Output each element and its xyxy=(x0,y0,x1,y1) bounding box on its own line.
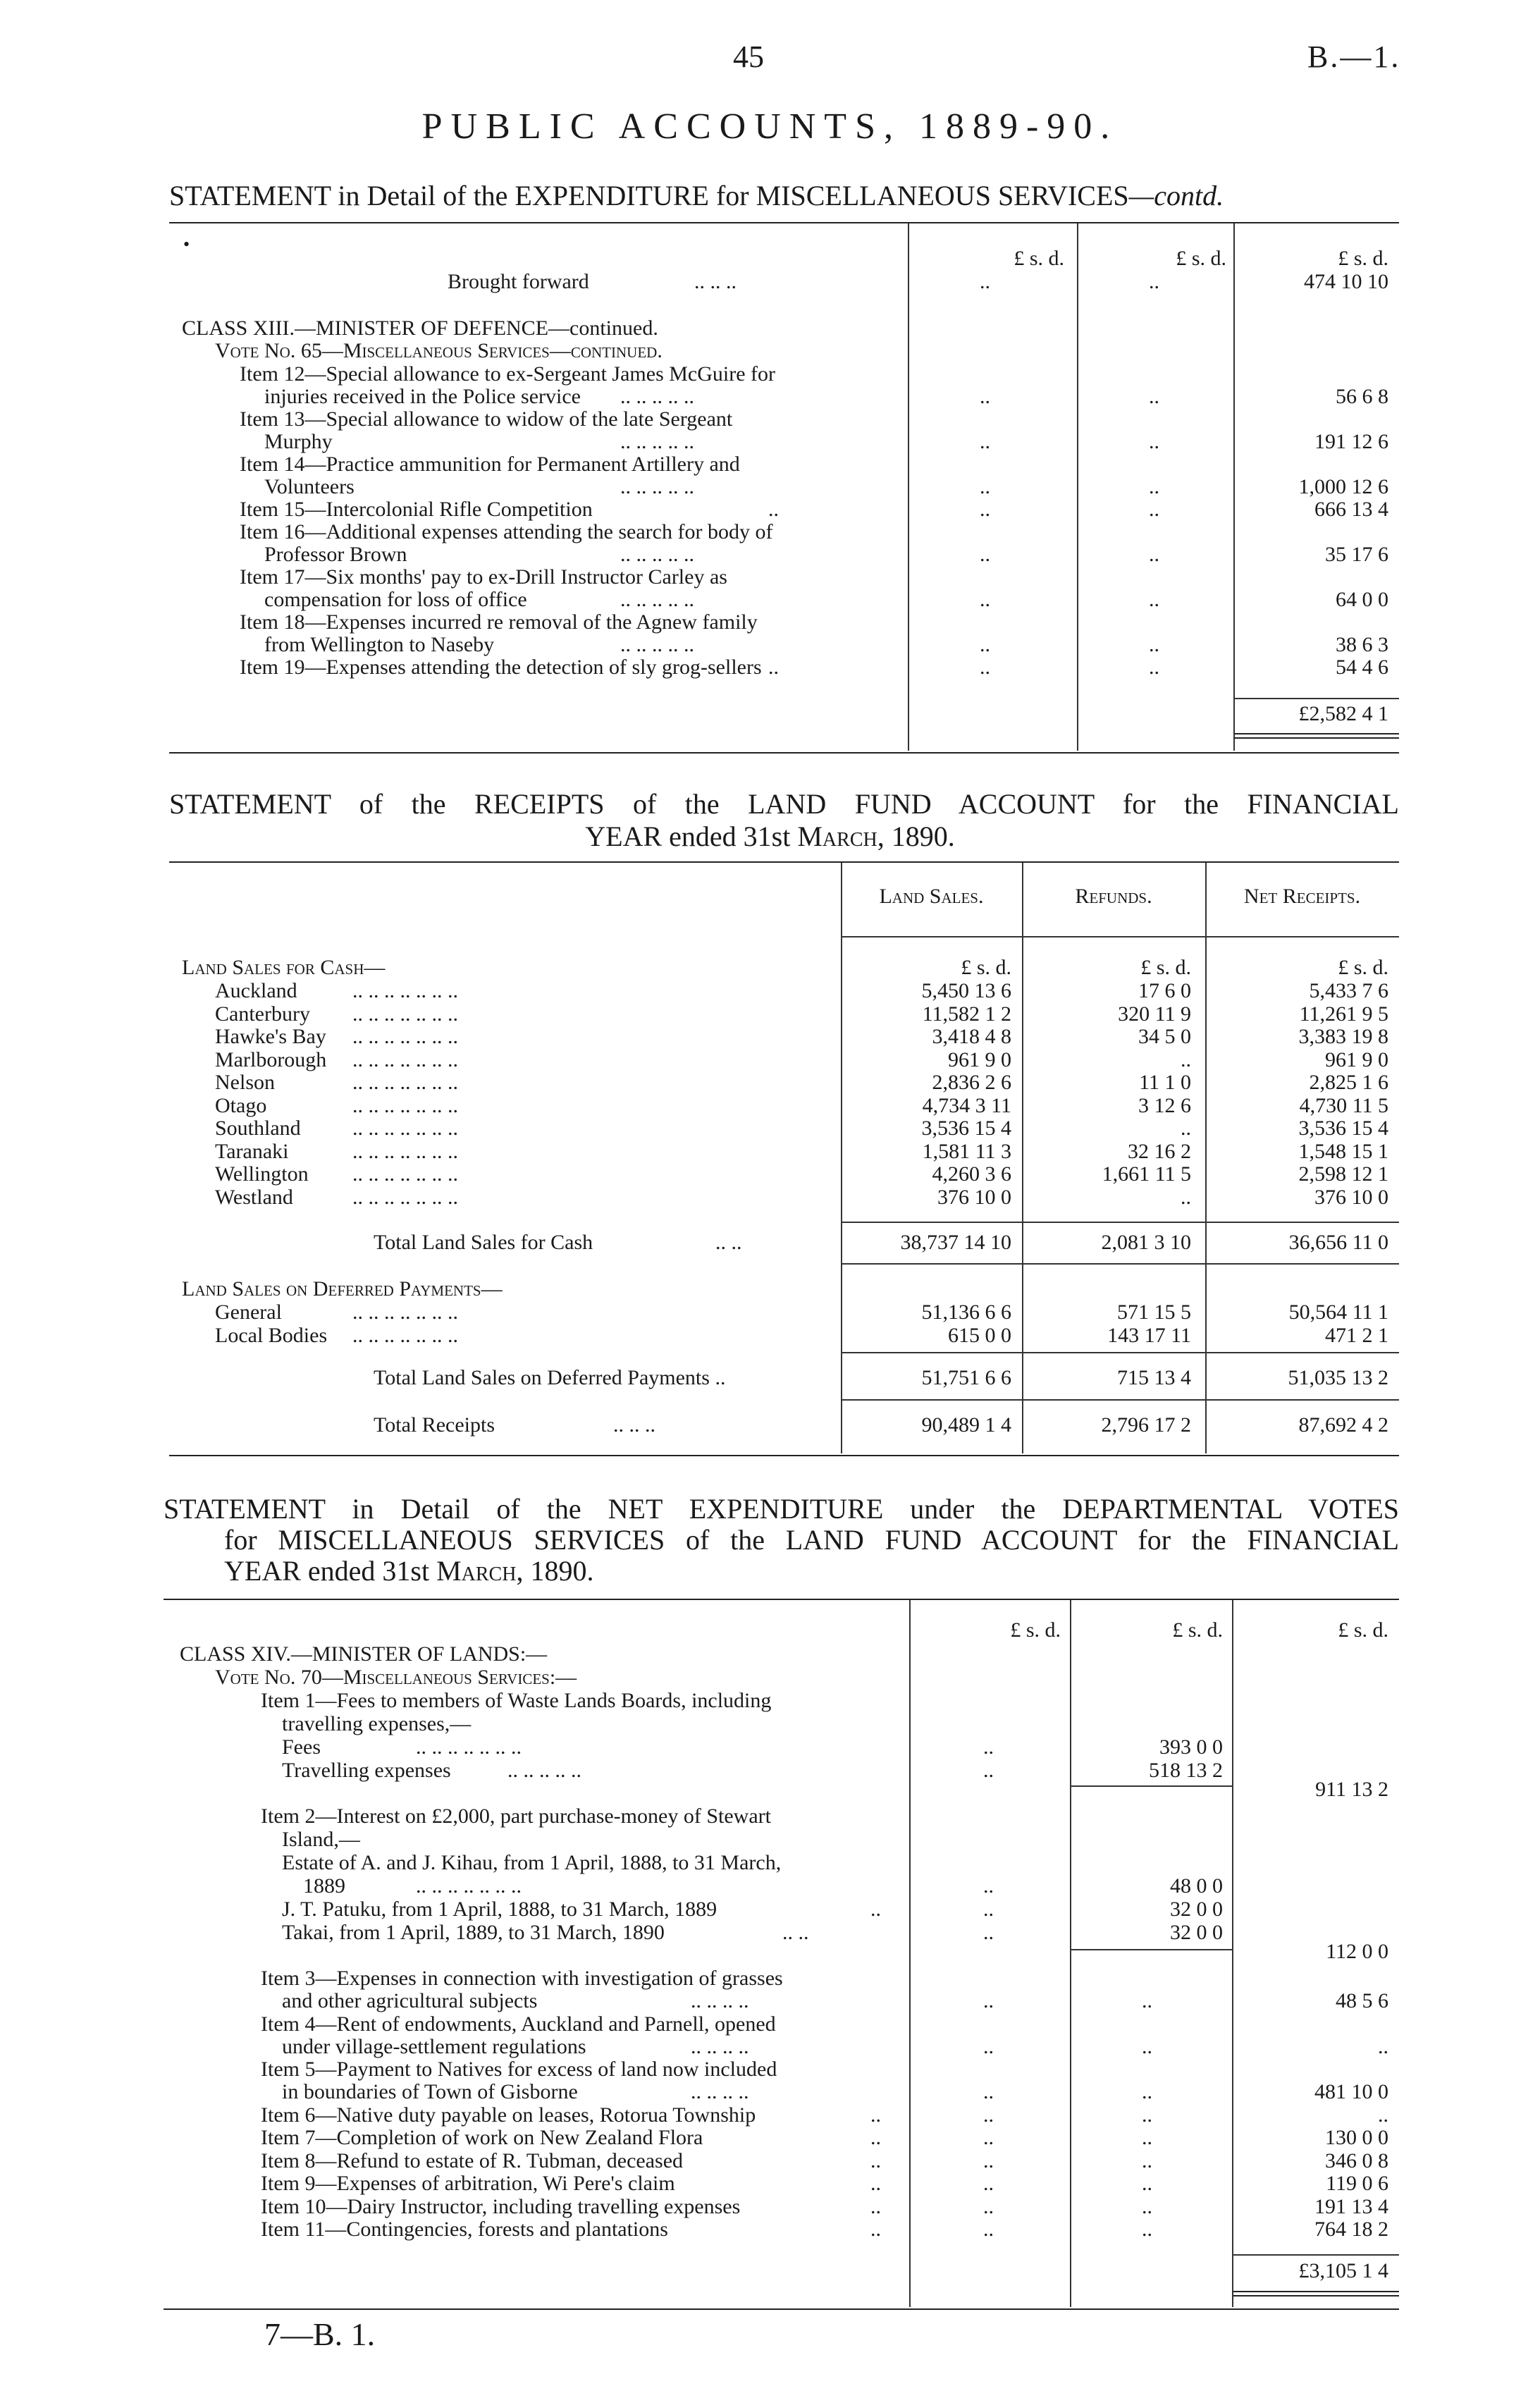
net-receipts-cell: 3,383 19 8 xyxy=(1298,1025,1388,1048)
refunds-cell: .. xyxy=(1181,1185,1191,1209)
brought-forward-label: Brought forward xyxy=(448,270,589,293)
leader-dots: .. xyxy=(983,2148,994,2172)
leader-dots: .. xyxy=(768,656,779,679)
net-item-text: Item 3—Expenses in connection with investigation of grasses xyxy=(261,1967,783,1990)
misc-item-value: 64 0 0 xyxy=(1336,588,1388,611)
leader-dots: .. xyxy=(870,2126,881,2149)
leader-dots: .. .. .. .. .. .. .. xyxy=(352,1025,458,1048)
net-receipts-cell: 1,548 15 1 xyxy=(1298,1139,1388,1163)
leader-dots: .. xyxy=(1142,2126,1152,2149)
leader-dots: .. xyxy=(980,543,990,566)
misc-item-text: Item 14—Practice ammunition for Permanent Artillery and xyxy=(240,453,740,476)
leader-dots: .. xyxy=(870,2172,881,2195)
net-item-text: Item 7—Completion of work on New Zealand Flora xyxy=(261,2126,703,2149)
col-net-receipts: Net Receipts. xyxy=(1243,885,1361,908)
cash-heading: Land Sales for Cash— xyxy=(182,956,386,979)
leader-dots: .. xyxy=(870,2103,881,2127)
leader-dots: .. xyxy=(870,2218,881,2241)
land-sales-cell: 2,836 2 6 xyxy=(932,1071,1011,1094)
leader-dots: .. xyxy=(768,498,779,521)
net-receipts-cell: 5,433 7 6 xyxy=(1309,979,1388,1002)
misc-item-text: compensation for loss of office xyxy=(264,588,527,611)
leader-dots: .. .. .. .. .. .. .. xyxy=(352,979,458,1002)
net-receipts-cell: 4,730 11 5 xyxy=(1299,1093,1388,1117)
misc-item-value: 191 12 6 xyxy=(1314,430,1388,453)
land-sales-cell: 11,582 1 2 xyxy=(922,1002,1011,1026)
land-row-name: Westland xyxy=(215,1185,293,1209)
grand-total-label: Total Receipts xyxy=(374,1413,495,1437)
net-item-value: 481 10 0 xyxy=(1314,2080,1388,2103)
net-item-value: 119 0 6 xyxy=(1326,2172,1388,2195)
net-receipts-cell: 3,536 15 4 xyxy=(1298,1117,1388,1140)
leader-dots: .. .. .. .. .. .. .. xyxy=(352,1323,458,1347)
leader-dots: .. xyxy=(983,2172,994,2195)
leader-dots: .. xyxy=(1149,385,1159,408)
land-sales-cell: 961 9 0 xyxy=(948,1047,1011,1071)
land-row-name: Auckland xyxy=(215,979,297,1002)
land-title-1: STATEMENT of the RECEIPTS of the LAND FUND ACCOUNT for the FINANCIAL xyxy=(169,788,1399,820)
net-item-value: .. xyxy=(1378,2034,1388,2058)
leader-dots: .. xyxy=(1142,2218,1152,2241)
leader-dots: .. xyxy=(1149,656,1159,679)
misc-item-text: Item 19—Expenses attending the detection of sly grog-sellers xyxy=(240,656,762,679)
leader-dots: .. xyxy=(983,2080,994,2103)
leader-dots: .. xyxy=(870,2148,881,2172)
net-item-text: Item 4—Rent of endowments, Auckland and Parnell, opened xyxy=(261,2012,776,2036)
leader-dots: .. xyxy=(980,498,990,521)
leader-dots: .. xyxy=(1142,2194,1152,2218)
net-receipts-cell: 50,564 11 1 xyxy=(1288,1301,1388,1324)
land-sales-cell: 3,536 15 4 xyxy=(921,1117,1011,1140)
leader-dots: .. .. .. .. .. .. .. xyxy=(352,1002,458,1026)
misc-item-text: Item 18—Expenses incurred re removal of the Agnew family xyxy=(240,610,758,634)
deferred-heading: Land Sales on Deferred Payments— xyxy=(182,1277,503,1301)
land-title-2: YEAR ended 31st March, 1890. xyxy=(585,820,955,852)
net-item-value: 130 0 0 xyxy=(1325,2126,1388,2149)
land-row-name: Canterbury xyxy=(215,1002,310,1026)
misc-item-value: 38 6 3 xyxy=(1336,633,1388,656)
land-row-name: Southland xyxy=(215,1117,301,1140)
vote-65-heading: Vote No. 65—Miscellaneous Services—continued. xyxy=(215,339,663,362)
misc-item-text: from Wellington to Naseby xyxy=(264,633,495,656)
net-item-value: 48 5 6 xyxy=(1336,1989,1388,2012)
leader-dots: .. .. .. .. .. .. .. xyxy=(352,1185,458,1209)
net-title-3: YEAR ended 31st March, 1890. xyxy=(224,1555,594,1587)
leader-dots: .. .. .. .. .. .. .. xyxy=(352,1139,458,1163)
refunds-cell: .. xyxy=(1181,1117,1191,1140)
leader-dots: .. xyxy=(980,430,990,453)
leader-dots: .. xyxy=(1142,2080,1152,2103)
leader-dots: .. xyxy=(983,1989,994,2012)
net-receipts-cell: 376 10 0 xyxy=(1314,1185,1388,1209)
net-item-value: .. xyxy=(1378,2103,1388,2127)
misc-item-text: Item 15—Intercolonial Rifle Competition xyxy=(240,498,593,521)
misc-item-value: 1,000 12 6 xyxy=(1298,475,1388,498)
leader-dots: .. .. .. .. .. xyxy=(620,475,694,498)
land-sales-cell: 1,581 11 3 xyxy=(922,1139,1011,1163)
leader-dots: .. .. .. .. .. .. .. xyxy=(352,1117,458,1140)
net-receipts-cell: 2,598 12 1 xyxy=(1298,1162,1388,1186)
net-total: £3,105 1 4 xyxy=(1298,2259,1388,2282)
net-item-text: Item 10—Dairy Instructor, including travelling expenses xyxy=(261,2194,741,2218)
net-item-text: Item 11—Contingencies, forests and plantations xyxy=(261,2218,668,2241)
leader-dots: .. .. .. .. xyxy=(691,2034,749,2058)
net-receipts-cell: 11,261 9 5 xyxy=(1299,1002,1388,1026)
refunds-cell: 320 11 9 xyxy=(1118,1002,1191,1026)
refunds-cell: 1,661 11 5 xyxy=(1102,1162,1191,1186)
misc-title: STATEMENT in Detail of the EXPENDITURE for MISCELLANEOUS SERVICES—contd. xyxy=(169,180,1224,211)
report-code: B.—1. xyxy=(1307,39,1401,74)
land-sales-cell: 4,734 3 11 xyxy=(922,1093,1011,1117)
leader-dots: .. xyxy=(1149,498,1159,521)
leader-dots: .. xyxy=(980,633,990,656)
land-row-name: Local Bodies xyxy=(215,1323,328,1347)
leader-dots: .. .. .. .. xyxy=(691,1989,749,2012)
leader-dots: .. xyxy=(1142,2172,1152,2195)
misc-item-text: Item 12—Special allowance to ex-Sergeant James McGuire for xyxy=(240,362,776,386)
main-title: PUBLIC ACCOUNTS, 1889-90. xyxy=(421,106,1119,147)
leader-dots: .. .. .. .. .. xyxy=(620,430,694,453)
land-row-name: Otago xyxy=(215,1093,267,1117)
leader-dots: .. xyxy=(1142,1989,1152,2012)
land-row-name: Wellington xyxy=(215,1162,309,1186)
leader-dots: .. xyxy=(1142,2148,1152,2172)
land-row-name: Nelson xyxy=(215,1071,275,1094)
land-sales-cell: 5,450 13 6 xyxy=(921,979,1011,1002)
leader-dots: .. .. .. .. xyxy=(691,2080,749,2103)
net-item-text: in boundaries of Town of Gisborne xyxy=(282,2080,578,2103)
misc-item-text: Item 17—Six months' pay to ex-Drill Instructor Carley as xyxy=(240,565,727,589)
leader-dots: .. xyxy=(983,2218,994,2241)
leader-dots: .. xyxy=(1142,2103,1152,2127)
net-item-text: under village-settlement regulations xyxy=(282,2034,586,2058)
net-title-1: STATEMENT in Detail of the NET EXPENDITURE under the DEPARTMENTAL VOTES xyxy=(164,1493,1399,1525)
net-item-text: Item 6—Native duty payable on leases, Rotorua Township xyxy=(261,2103,756,2127)
land-sales-cell: 376 10 0 xyxy=(937,1185,1011,1209)
class-xiii-heading: CLASS XIII.—MINISTER OF DEFENCE—continued. xyxy=(182,316,658,340)
net-item-value: 346 0 8 xyxy=(1325,2148,1388,2172)
leader-dots: .. xyxy=(870,2194,881,2218)
leader-dots: .. xyxy=(983,2194,994,2218)
net-receipts-cell: 2,825 1 6 xyxy=(1309,1071,1388,1094)
land-sales-cell: 3,418 4 8 xyxy=(932,1025,1011,1048)
cash-total-label: Total Land Sales for Cash xyxy=(374,1231,593,1254)
vote-70-heading: Vote No. 70—Miscellaneous Services:— xyxy=(215,1666,577,1689)
leader-dots: .. .. .. .. .. xyxy=(620,588,694,611)
misc-item-text: Item 16—Additional expenses attending the search for body of xyxy=(240,520,773,543)
land-row-name: General xyxy=(215,1301,282,1324)
misc-item-text: Professor Brown xyxy=(264,543,407,566)
net-title-2: for MISCELLANEOUS SERVICES of the LAND FUND ACCOUNT for the FINANCIAL xyxy=(224,1524,1399,1556)
land-sales-cell: 615 0 0 xyxy=(948,1323,1011,1347)
misc-item-value: 35 17 6 xyxy=(1325,543,1388,566)
leader-dots: .. xyxy=(983,2103,994,2127)
refunds-cell: .. xyxy=(1181,1047,1191,1071)
leader-dots: .. .. .. .. .. xyxy=(620,385,694,408)
land-row-name: Taranaki xyxy=(215,1139,289,1163)
net-item-text: Item 9—Expenses of arbitration, Wi Pere's claim xyxy=(261,2172,675,2195)
net-receipts-cell: 961 9 0 xyxy=(1325,1047,1388,1071)
land-sales-cell: 51,136 6 6 xyxy=(921,1301,1011,1324)
leader-dots: .. .. .. .. .. xyxy=(620,633,694,656)
col-refunds: Refunds. xyxy=(1075,885,1152,908)
leader-dots: .. xyxy=(1149,475,1159,498)
footer-code: 7—B. 1. xyxy=(264,2316,376,2352)
page-number: 45 xyxy=(733,39,764,74)
deferred-total-label: Total Land Sales on Deferred Payments .. xyxy=(374,1366,726,1389)
leader-dots: .. xyxy=(980,385,990,408)
misc-item-value: 666 13 4 xyxy=(1314,498,1388,521)
refunds-cell: 17 6 0 xyxy=(1138,979,1191,1002)
refunds-cell: 34 5 0 xyxy=(1138,1025,1191,1048)
leader-dots: .. .. .. .. .. xyxy=(620,543,694,566)
leader-dots: .. .. .. .. .. .. .. xyxy=(352,1093,458,1117)
refunds-cell: 143 17 11 xyxy=(1107,1323,1191,1347)
misc-item-text: injuries received in the Police service xyxy=(264,385,581,408)
leader-dots: .. xyxy=(1149,633,1159,656)
net-item-value: 764 18 2 xyxy=(1314,2218,1388,2241)
leader-dots: .. xyxy=(983,2034,994,2058)
land-row-name: Hawke's Bay xyxy=(215,1025,326,1048)
net-item-text: Item 8—Refund to estate of R. Tubman, deceased xyxy=(261,2148,684,2172)
land-sales-cell: 4,260 3 6 xyxy=(932,1162,1011,1186)
leader-dots: .. .. .. .. .. .. .. xyxy=(352,1071,458,1094)
refunds-cell: 32 16 2 xyxy=(1128,1139,1191,1163)
leader-dots: .. xyxy=(980,656,990,679)
net-receipts-cell: 471 2 1 xyxy=(1325,1323,1388,1347)
net-item-text: Item 5—Payment to Natives for excess of land now included xyxy=(261,2058,777,2081)
leader-dots: .. xyxy=(1142,2034,1152,2058)
misc-item-value: 54 4 6 xyxy=(1336,656,1388,679)
leader-dots: .. xyxy=(1149,430,1159,453)
misc-item-text: Volunteers xyxy=(264,475,355,498)
leader-dots: .. xyxy=(983,2126,994,2149)
leader-dots: .. xyxy=(1149,588,1159,611)
refunds-cell: 571 15 5 xyxy=(1117,1301,1191,1324)
misc-item-value: 56 6 8 xyxy=(1336,385,1388,408)
leader-dots: .. .. .. .. .. .. .. xyxy=(352,1047,458,1071)
leader-dots: .. xyxy=(1149,543,1159,566)
leader-dots: .. .. .. .. .. .. .. xyxy=(352,1301,458,1324)
refunds-cell: 11 1 0 xyxy=(1139,1071,1191,1094)
misc-total: £2,582 4 1 xyxy=(1298,702,1388,725)
net-item-text: and other agricultural subjects xyxy=(282,1989,538,2012)
brought-forward-value: 474 10 10 xyxy=(1304,270,1388,293)
refunds-cell: 3 12 6 xyxy=(1138,1093,1191,1117)
leader-dots: .. xyxy=(980,475,990,498)
leader-dots: .. .. .. .. .. .. .. xyxy=(352,1162,458,1186)
misc-item-text: Item 13—Special allowance to widow of the late Sergeant xyxy=(240,407,733,431)
class-xiv-heading: CLASS XIV.—MINISTER OF LANDS:— xyxy=(180,1642,548,1666)
land-row-name: Marlborough xyxy=(215,1047,327,1071)
net-item-value: 191 13 4 xyxy=(1314,2194,1388,2218)
col-land-sales: Land Sales. xyxy=(879,885,984,908)
leader-dots: .. xyxy=(980,588,990,611)
misc-item-text: Murphy xyxy=(264,430,333,453)
